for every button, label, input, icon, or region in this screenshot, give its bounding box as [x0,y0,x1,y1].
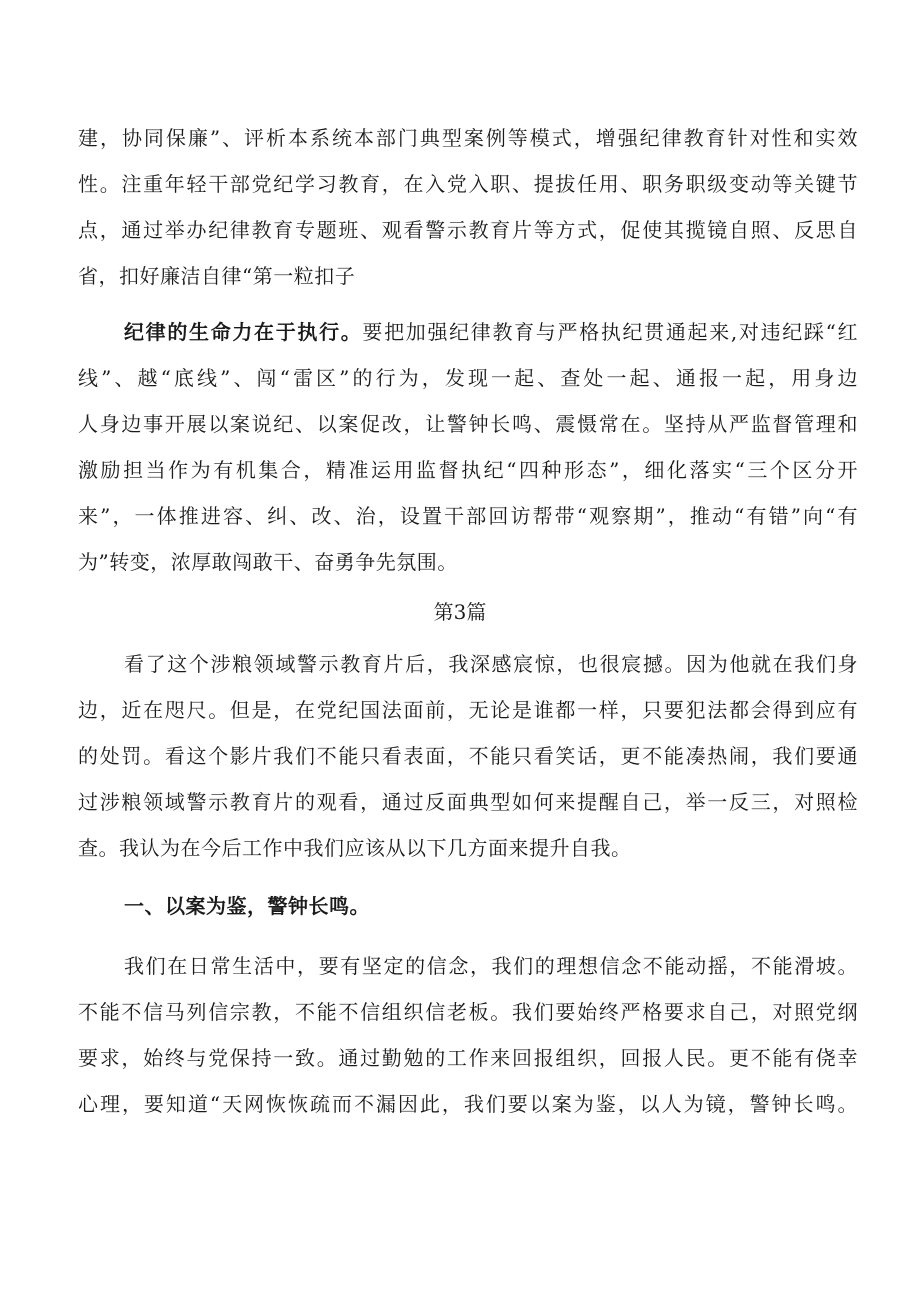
paragraph-line: 激励担当作为有机集合，精准运用监督执纪“四种形态”，细化落实“三个区分开 [78,458,858,482]
paragraph-first-line [124,318,858,346]
paragraph-line: 为”转变，浓厚敢闯敢干、奋勇争先氛围。 [78,550,458,574]
paragraph-line: 过涉粮领域警示教育片的观看，通过反面典型如何来提醒自己，举一反三，对照检 [78,790,858,814]
paragraph-line: 的处罚。看这个影片我们不能只看表面，不能只看笑话，更不能凑热闹，我们要通 [78,744,858,768]
paragraph-line: 要求，始终与党保持一致。通过勤勉的工作来回报组织，回报人民。更不能有侥幸 [78,1046,858,1070]
paragraph-line: 心理，要知道“天网恢恢疏而不漏因此，我们要以案为鉴，以人为镜，警钟长鸣。 [78,1092,858,1116]
paragraph-line: 省，扣好廉洁自律“第一粒扣子 [78,264,356,288]
paragraph-line: 点，通过举办纪律教育专题班、观看警示教育片等方式，促使其揽镜自照、反思自 [78,218,858,242]
paragraph-line: 查。我认为在今后工作中我们应该从以下几方面来提升自我。 [78,836,632,860]
paragraph-lead: 纪律的生命力在于执行。 [124,320,363,344]
subheading: 一、以案为鉴，警钟长鸣。 [124,894,370,918]
section-title: 第3篇 [433,600,487,624]
paragraph-line: 建，协同保廉”、评析本系统本部门典型案例等模式，增强纪律教育针对性和实效 [78,126,858,150]
paragraph-line: 来”，一体推进容、纠、改、治，设置干部回访帮带“观察期”，推动“有错”向“有 [78,504,858,528]
paragraph-line: 性。注重年轻干部党纪学习教育，在入党入职、提拔任用、职务职级变动等关键节 [78,172,858,196]
paragraph-line: 线”、越“底线”、闯“雷区”的行为，发现一起、查处一起、通报一起，用身边 [78,366,858,390]
paragraph-line: 边，近在咫尺。但是，在党纪国法面前，无论是谁都一样，只要犯法都会得到应有 [78,698,858,722]
paragraph-first-line: 看了这个涉粮领域警示教育片后，我深感宸惊，也很宸撼。因为他就在我们身 [124,652,858,676]
paragraph-text: 要把加强纪律教育与严格执纪贯通起来,对违纪踩“红 [362,320,858,344]
paragraph-line: 不能不信马列信宗教，不能不信组织信老板。我们要始终严格要求自己，对照党纲 [78,1000,858,1024]
paragraph-line: 人身边事开展以案说纪、以案促改，让警钟长鸣、震慑常在。坚持从严监督管理和 [78,412,858,436]
paragraph-first-line: 我们在日常生活中，要有坚定的信念，我们的理想信念不能动摇，不能滑坡。 [124,954,858,978]
